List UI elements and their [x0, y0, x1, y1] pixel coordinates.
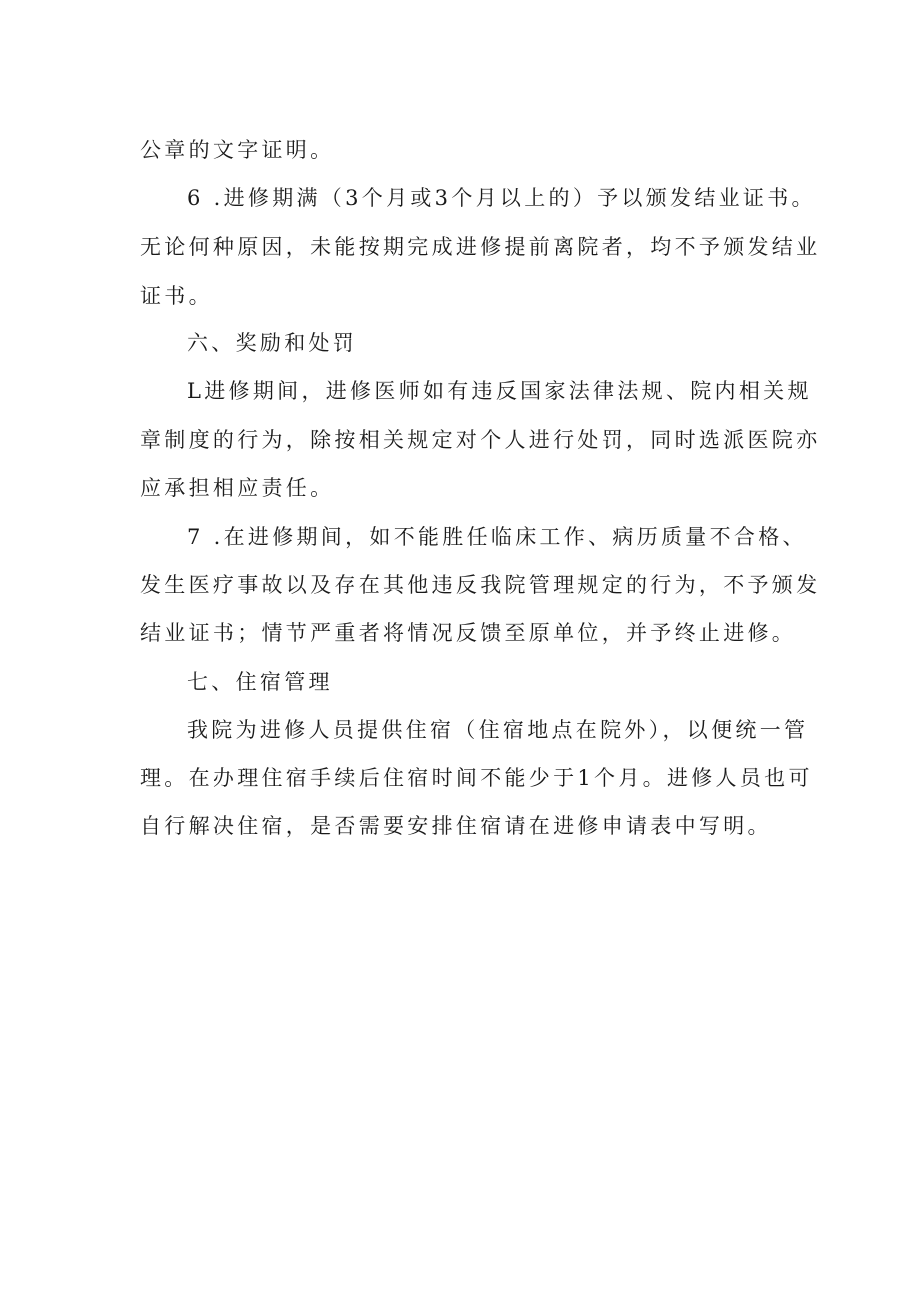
text-line-item-6-cont-2: 证书。 — [140, 284, 213, 308]
section-heading-accommodation: 七、住宿管理 — [187, 670, 333, 694]
text-line-accommodation-3: 自行解决住宿，是否需要安排住宿请在进修申请表中写明。 — [140, 814, 772, 838]
text-line-item-7: 7 .在进修期间，如不能胜任临床工作、病历质量不合格、 — [187, 525, 807, 549]
text-line-item-L-cont-1: 章制度的行为，除按相关规定对个人进行处罚，同时选派医院亦 — [140, 428, 821, 452]
text-line-seal-proof: 公章的文字证明。 — [140, 138, 335, 162]
text-line-item-L: L进修期间，进修医师如有违反国家法律法规、院内相关规 — [187, 379, 812, 403]
text-line-item-6: 6 .进修期满（3个月或3个月以上的）予以颁发结业证书。 — [187, 186, 816, 210]
text-line-item-7-cont-1: 发生医疗事故以及存在其他违反我院管理规定的行为，不予颁发 — [140, 573, 821, 597]
text-line-accommodation-2: 理。在办理住宿手续后住宿时间不能少于1个月。进修人员也可 — [140, 766, 813, 790]
text-line-accommodation-1: 我院为进修人员提供住宿（住宿地点在院外），以便统一管 — [187, 718, 809, 742]
text-line-item-L-cont-2: 应承担相应责任。 — [140, 476, 335, 500]
text-line-item-7-cont-2: 结业证书；情节严重者将情况反馈至原单位，并予终止进修。 — [140, 621, 797, 645]
section-heading-rewards-penalties: 六、奖励和处罚 — [187, 331, 358, 355]
text-line-item-6-cont-1: 无论何种原因，未能按期完成进修提前离院者，均不予颁发结业 — [140, 235, 821, 259]
